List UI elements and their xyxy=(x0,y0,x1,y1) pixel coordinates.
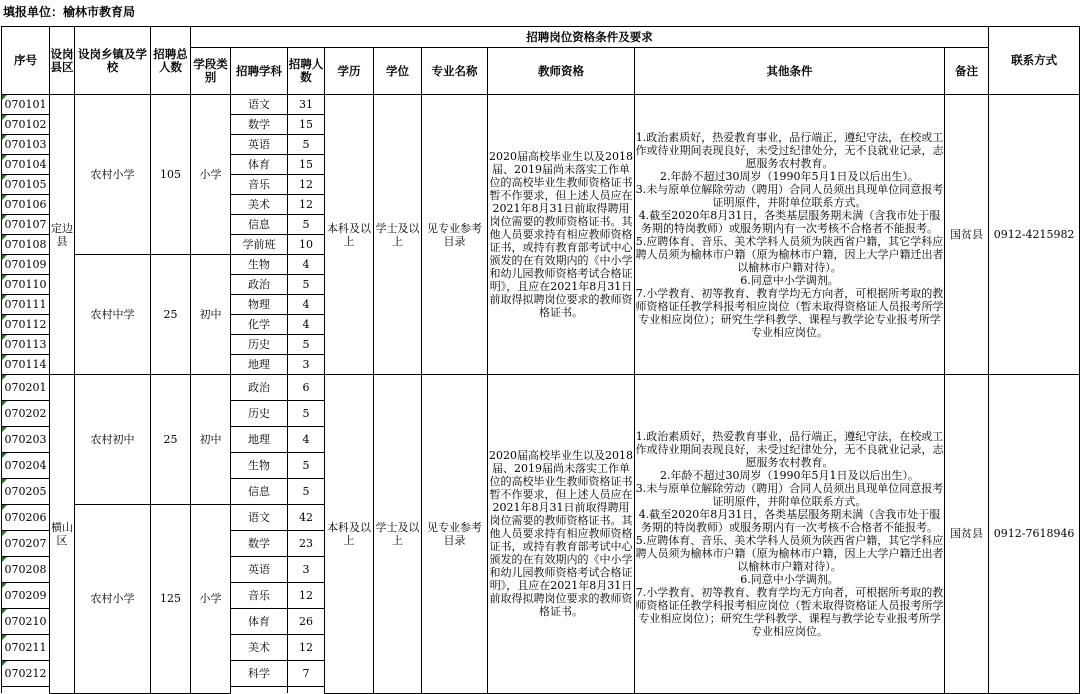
col-subject: 招聘学科 xyxy=(231,48,288,95)
row-code: 070111 xyxy=(2,295,50,315)
col-degree: 学位 xyxy=(374,48,422,95)
row-subject: 化学 xyxy=(231,315,288,335)
school-total: 25 xyxy=(151,375,191,505)
row-code: 070109 xyxy=(2,255,50,275)
row-count: 5 xyxy=(288,335,325,355)
table-row xyxy=(2,95,1080,115)
col-county: 设岗县区 xyxy=(50,27,75,95)
row-count: 7 xyxy=(288,661,325,687)
row-subject: 英语 xyxy=(231,135,288,155)
other-condition-item: 7.小学教育、初等教育、教育学均无方向者，可根据所考取的教师资格证任教学科报考相应岗位（暂未取得资格证人员报考所学专业相应岗位）；研究生学科教学、课程与教学论专业报考所学专业相应岗位。 xyxy=(635,286,944,339)
col-seq: 序号 xyxy=(2,27,50,95)
other-condition-item: 2.年龄不超过30周岁（1990年5月1日及以后出生）。 xyxy=(660,468,919,482)
contact-phone: 0912-4215982 xyxy=(989,95,1080,375)
other-condition-item: 1.政治素质好，热爱教育事业，品行端正，遵纪守法，在校或工作或待业期间表现良好，未受过纪律处分，无不良就业记录，志愿服务农村教育。 xyxy=(635,429,944,469)
row-subject: 地理 xyxy=(231,427,288,453)
col-cert: 教师资格 xyxy=(488,48,635,95)
row-code: 070103 xyxy=(2,135,50,155)
row-code: 070206 xyxy=(2,505,50,531)
school-stage: 小学 xyxy=(191,505,231,694)
school-stage: 初中 xyxy=(191,255,231,375)
row-code: 070114 xyxy=(2,355,50,375)
col-conditions-group: 招聘岗位资格条件及要求 xyxy=(191,27,989,48)
row-code: 070201 xyxy=(2,375,50,401)
other-condition-item: 3.未与原单位解除劳动（聘用）合同人员须出具现单位同意报考证明原件，并附单位联系方式。 xyxy=(635,182,944,209)
other-condition-item: 7.小学教育、初等教育、教育学均无方向者，可根据所考取的教师资格证任教学科报考相应岗位（暂未取得资格证人员报考所学专业相应岗位）；研究生学科教学、课程与教学论专业报考所学专业相应岗位。 xyxy=(635,585,944,638)
row-subject: 美术 xyxy=(231,635,288,661)
school-name: 农村小学 xyxy=(75,95,151,255)
row-subject: 语文 xyxy=(231,505,288,531)
table-body xyxy=(2,95,1080,694)
row-count: 4 xyxy=(288,255,325,275)
row-subject: 历史 xyxy=(231,401,288,427)
cert-req: 2020届高校毕业生以及2018届、2019届尚未落实工作单位的高校毕业生教师资格证书暂不作要求，但上述人员应在2021年8月31日前取得聘用岗位需要的教师资格证书。其他人员要求持有相应教师资格证书，或持有教育部考试中心颁发的在有效期内的《中小学和幼儿园教师资格考试合格证明》，且应在2021年8月31日前取得拟聘岗位要求的教师资格证书。 xyxy=(488,375,635,694)
recruitment-table xyxy=(1,26,1080,694)
row-code: 070112 xyxy=(2,315,50,335)
row-count: 12 xyxy=(288,195,325,215)
other-condition-item: 5.应聘体育、音乐、美术学科人员须为陕西省户籍，其它学科应聘人员须为榆林市户籍（原为榆林市户籍，因上大学户籍迁出者以榆林市户籍对待）。 xyxy=(635,234,944,274)
row-subject: 体育 xyxy=(231,609,288,635)
contact-phone: 0912-7618946 xyxy=(989,375,1080,694)
row-count: 26 xyxy=(288,609,325,635)
row-code: 070102 xyxy=(2,115,50,135)
other-conditions xyxy=(635,95,945,375)
row-subject: 语文 xyxy=(231,95,288,115)
other-condition-item: 4.截至2020年8月31日，各类基层服务期未满（含我市处于服务期的特岗教师）或服务期内有一次考核不合格者不能报考。 xyxy=(638,208,941,235)
row-count: 12 xyxy=(288,635,325,661)
education-req: 本科及以上 xyxy=(325,375,374,694)
row-code: 070105 xyxy=(2,175,50,195)
row-subject: 地理 xyxy=(231,355,288,375)
report-unit-label: 填报单位： xyxy=(3,5,64,19)
row-count: 5 xyxy=(288,275,325,295)
col-education: 学历 xyxy=(325,48,374,95)
row-code: 070104 xyxy=(2,155,50,175)
cert-req: 2020届高校毕业生以及2018届、2019届尚未落实工作单位的高校毕业生教师资格证书暂不作要求，但上述人员应在2021年8月31日前取得聘用岗位需要的教师资格证书。其他人员要求持有相应教师资格证书，或持有教育部考试中心颁发的在有效期内的《中小学和幼儿园教师资格考试合格证明》，且应在2021年8月31日前取得拟聘岗位要求的教师资格证书。 xyxy=(488,95,635,375)
county-name: 横山区 xyxy=(50,375,75,694)
row-count: 4 xyxy=(288,315,325,335)
row-subject: 政治 xyxy=(231,375,288,401)
row-subject: 数学 xyxy=(231,531,288,557)
row-code-partial xyxy=(2,687,50,694)
school-total: 25 xyxy=(151,255,191,375)
row-subject: 英语 xyxy=(231,557,288,583)
major-req: 见专业参考目录 xyxy=(422,95,488,375)
row-subject: 历史 xyxy=(231,335,288,355)
col-count: 招聘人数 xyxy=(288,48,325,95)
row-subject: 数学 xyxy=(231,115,288,135)
row-count: 15 xyxy=(288,115,325,135)
degree-req: 学士及以上 xyxy=(374,95,422,375)
row-count: 5 xyxy=(288,401,325,427)
col-stage: 学段类别 xyxy=(191,48,231,95)
row-subject-partial xyxy=(231,687,288,694)
row-subject: 政治 xyxy=(231,275,288,295)
degree-req: 学士及以上 xyxy=(374,375,422,694)
row-count: 4 xyxy=(288,427,325,453)
row-count: 23 xyxy=(288,531,325,557)
school-stage: 小学 xyxy=(191,95,231,255)
row-subject: 生物 xyxy=(231,255,288,275)
other-conditions xyxy=(635,375,945,694)
row-code: 070113 xyxy=(2,335,50,355)
row-subject: 音乐 xyxy=(231,175,288,195)
row-code: 070204 xyxy=(2,453,50,479)
row-count: 4 xyxy=(288,295,325,315)
row-subject: 生物 xyxy=(231,453,288,479)
row-code: 070202 xyxy=(2,401,50,427)
row-count: 5 xyxy=(288,453,325,479)
row-count-partial xyxy=(288,687,325,694)
row-code: 070208 xyxy=(2,557,50,583)
row-count: 6 xyxy=(288,375,325,401)
school-name: 农村小学 xyxy=(75,505,151,694)
row-code: 070209 xyxy=(2,583,50,609)
row-code: 070207 xyxy=(2,531,50,557)
major-req: 见专业参考目录 xyxy=(422,375,488,694)
other-condition-item: 4.截至2020年8月31日，各类基层服务期未满（含我市处于服务期的特岗教师）或服务期内有一次考核不合格者不能报考。 xyxy=(638,507,941,534)
col-total: 招聘总人数 xyxy=(151,27,191,95)
row-count: 12 xyxy=(288,583,325,609)
report-unit-value: 榆林市教育局 xyxy=(63,5,136,19)
row-subject: 信息 xyxy=(231,215,288,235)
row-subject: 美术 xyxy=(231,195,288,215)
other-condition-item: 5.应聘体育、音乐、美术学科人员须为陕西省户籍，其它学科应聘人员须为榆林市户籍（原为榆林市户籍，因上大学户籍迁出者以榆林市户籍对待）。 xyxy=(635,533,944,573)
row-code: 070101 xyxy=(2,95,50,115)
col-contact: 联系方式 xyxy=(989,27,1080,95)
row-code: 070108 xyxy=(2,235,50,255)
school-name: 农村初中 xyxy=(75,375,151,505)
other-condition-item: 1.政治素质好，热爱教育事业，品行端正，遵纪守法，在校或工作或待业期间表现良好，未受过纪律处分，无不良就业记录，志愿服务农村教育。 xyxy=(635,130,944,170)
row-code: 070211 xyxy=(2,635,50,661)
row-count: 5 xyxy=(288,479,325,505)
row-count: 31 xyxy=(288,95,325,115)
other-condition-item: 3.未与原单位解除劳动（聘用）合同人员须出具现单位同意报考证明原件，并附单位联系方式。 xyxy=(635,481,944,508)
row-subject: 体育 xyxy=(231,155,288,175)
row-count: 3 xyxy=(288,557,325,583)
row-count: 42 xyxy=(288,505,325,531)
row-code: 070106 xyxy=(2,195,50,215)
school-total: 105 xyxy=(151,95,191,255)
report-unit xyxy=(3,3,135,20)
school-total: 125 xyxy=(151,505,191,694)
row-code: 070203 xyxy=(2,427,50,453)
other-condition-item: 6.同意中小学调剂。 xyxy=(740,572,839,586)
school-name: 农村中学 xyxy=(75,255,151,375)
other-condition-item: 6.同意中小学调剂。 xyxy=(740,273,839,287)
remark: 国贫县 xyxy=(945,375,989,694)
other-condition-item: 2.年龄不超过30周岁（1990年5月1日及以后出生）。 xyxy=(660,169,919,183)
table-row xyxy=(2,375,1080,401)
row-subject: 物理 xyxy=(231,295,288,315)
table-header xyxy=(2,27,1080,95)
row-count: 10 xyxy=(288,235,325,255)
col-major: 专业名称 xyxy=(422,48,488,95)
col-school: 设岗乡镇及学校 xyxy=(75,27,151,95)
row-count: 15 xyxy=(288,155,325,175)
row-subject: 音乐 xyxy=(231,583,288,609)
col-remark: 备注 xyxy=(945,48,989,95)
county-name: 定边县 xyxy=(50,95,75,375)
row-code: 070212 xyxy=(2,661,50,687)
row-count: 5 xyxy=(288,215,325,235)
col-other: 其他条件 xyxy=(635,48,945,95)
row-code: 070205 xyxy=(2,479,50,505)
row-subject: 学前班 xyxy=(231,235,288,255)
row-count: 12 xyxy=(288,175,325,195)
row-code: 070110 xyxy=(2,275,50,295)
row-subject: 科学 xyxy=(231,661,288,687)
row-count: 3 xyxy=(288,355,325,375)
row-count: 5 xyxy=(288,135,325,155)
education-req: 本科及以上 xyxy=(325,95,374,375)
row-code: 070107 xyxy=(2,215,50,235)
row-code: 070210 xyxy=(2,609,50,635)
remark: 国贫县 xyxy=(945,95,989,375)
school-stage: 初中 xyxy=(191,375,231,505)
row-subject: 信息 xyxy=(231,479,288,505)
